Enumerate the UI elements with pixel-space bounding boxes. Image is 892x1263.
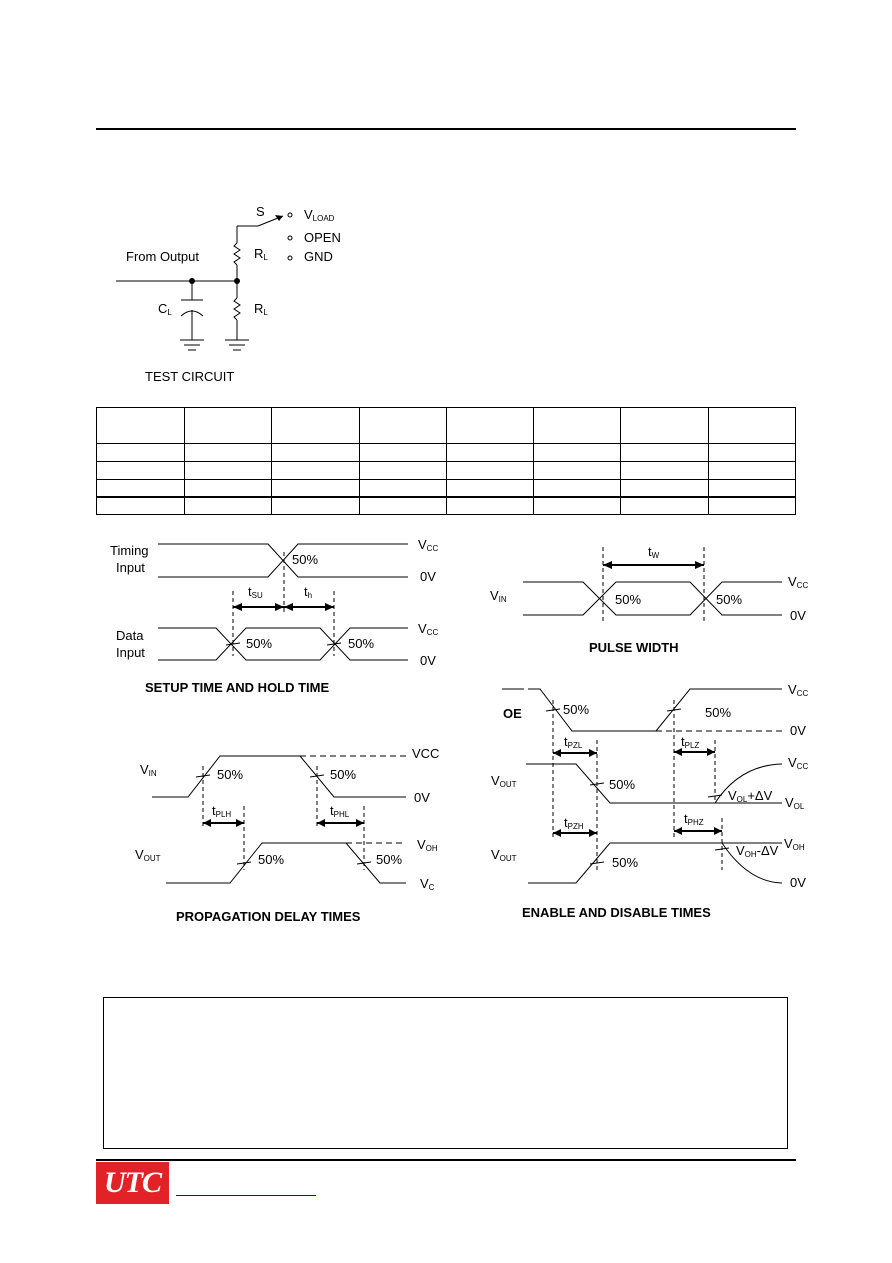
from-output-label: From Output [126, 249, 199, 264]
data-50-label-1: 50% [246, 636, 273, 651]
test-circuit-caption: TEST CIRCUIT [145, 369, 235, 384]
ed-vout-label-2: VOUT [491, 847, 517, 863]
voh-dv-label: VOH-ΔV [736, 843, 779, 859]
pd-50-label-4: 50% [376, 852, 403, 867]
table-row [97, 444, 796, 462]
th-label: th [304, 584, 313, 600]
utc-logo-text: UTC [104, 1166, 161, 1199]
ed-vout-label-1: VOUT [491, 773, 517, 789]
pd-50-label-1: 50% [217, 767, 244, 782]
timing-50-label: 50% [292, 552, 319, 567]
ed-vcc-label-1: VCC [788, 682, 809, 698]
pw-zero-v-label: 0V [790, 608, 806, 623]
data-50-label-2: 50% [348, 636, 375, 651]
notes-box [103, 997, 788, 1149]
pd-voh-label: VOH [417, 837, 438, 853]
utc-logo [96, 1162, 169, 1204]
setup-hold-caption: SETUP TIME AND HOLD TIME [145, 680, 330, 695]
pw-50-label-1: 50% [615, 592, 642, 607]
test-circuit-diagram [0, 190, 360, 390]
pw-50-label-2: 50% [716, 592, 743, 607]
enable-disable-diagram [480, 675, 820, 925]
pd-50-label-3: 50% [258, 852, 285, 867]
tphl-label: tPHL [330, 803, 350, 819]
ed-50-label-3: 50% [609, 777, 636, 792]
open-label: OPEN [304, 230, 341, 245]
vol-dv-label: VOL+ΔV [728, 788, 773, 804]
tphz-label: tPHZ [684, 811, 704, 827]
ed-50-label-1: 50% [563, 702, 590, 717]
tpzl-label: tPZL [564, 734, 583, 750]
tplz-label: tPLZ [681, 734, 700, 750]
zero-v-label-2: 0V [420, 653, 436, 668]
pd-50-label-2: 50% [330, 767, 357, 782]
switch-label: S [256, 204, 265, 219]
table-row [97, 462, 796, 480]
pd-vout-label: VOUT [135, 847, 161, 863]
pd-vc-label: VC [420, 876, 435, 892]
vcc-label-1: VCC [418, 537, 439, 553]
table-row [97, 408, 796, 444]
pulse-width-diagram [480, 535, 820, 665]
pd-vcc-label: VCC [412, 746, 440, 761]
vload-label: VLOAD [304, 207, 335, 223]
ed-zero-v-label-2: 0V [790, 875, 806, 890]
footer-rule [96, 1159, 796, 1161]
rl-bottom-label: RL [254, 301, 268, 317]
tsu-label: tSU [248, 584, 263, 600]
tpzh-label: tPZH [564, 815, 584, 831]
enable-disable-caption: ENABLE AND DISABLE TIMES [522, 905, 711, 920]
ed-50-label-2: 50% [705, 705, 732, 720]
tw-label: tW [648, 544, 660, 560]
zero-v-label-1: 0V [420, 569, 436, 584]
propagation-delay-diagram [120, 735, 460, 930]
rl-top-label: RL [254, 246, 268, 262]
vol-label: VOL [785, 795, 805, 811]
propagation-caption: PROPAGATION DELAY TIMES [176, 909, 361, 924]
ed-zero-v-label-1: 0V [790, 723, 806, 738]
pulse-width-caption: PULSE WIDTH [589, 640, 679, 655]
pd-vin-label: VIN [140, 762, 157, 778]
table-row [97, 497, 796, 515]
tplh-label: tPLH [212, 803, 232, 819]
pw-vcc-label: VCC [788, 574, 809, 590]
gnd-label: GND [304, 249, 333, 264]
data-input-label: Data Input [116, 628, 145, 660]
pd-zero-v-label: 0V [414, 790, 430, 805]
table-row [97, 480, 796, 497]
load-table [96, 407, 796, 515]
setup-hold-diagram [100, 530, 460, 700]
voh-label: VOH [784, 836, 805, 852]
oe-label: OE [503, 706, 522, 721]
ed-50-label-4: 50% [612, 855, 639, 870]
ed-vcc-label-2: VCC [788, 755, 809, 771]
header-rule [96, 128, 796, 130]
cl-label: CL [158, 301, 172, 317]
vin-label: VIN [490, 588, 507, 604]
website-link[interactable] [176, 1195, 316, 1196]
timing-input-label: Timing Input [110, 543, 149, 575]
vcc-label-2: VCC [418, 621, 439, 637]
